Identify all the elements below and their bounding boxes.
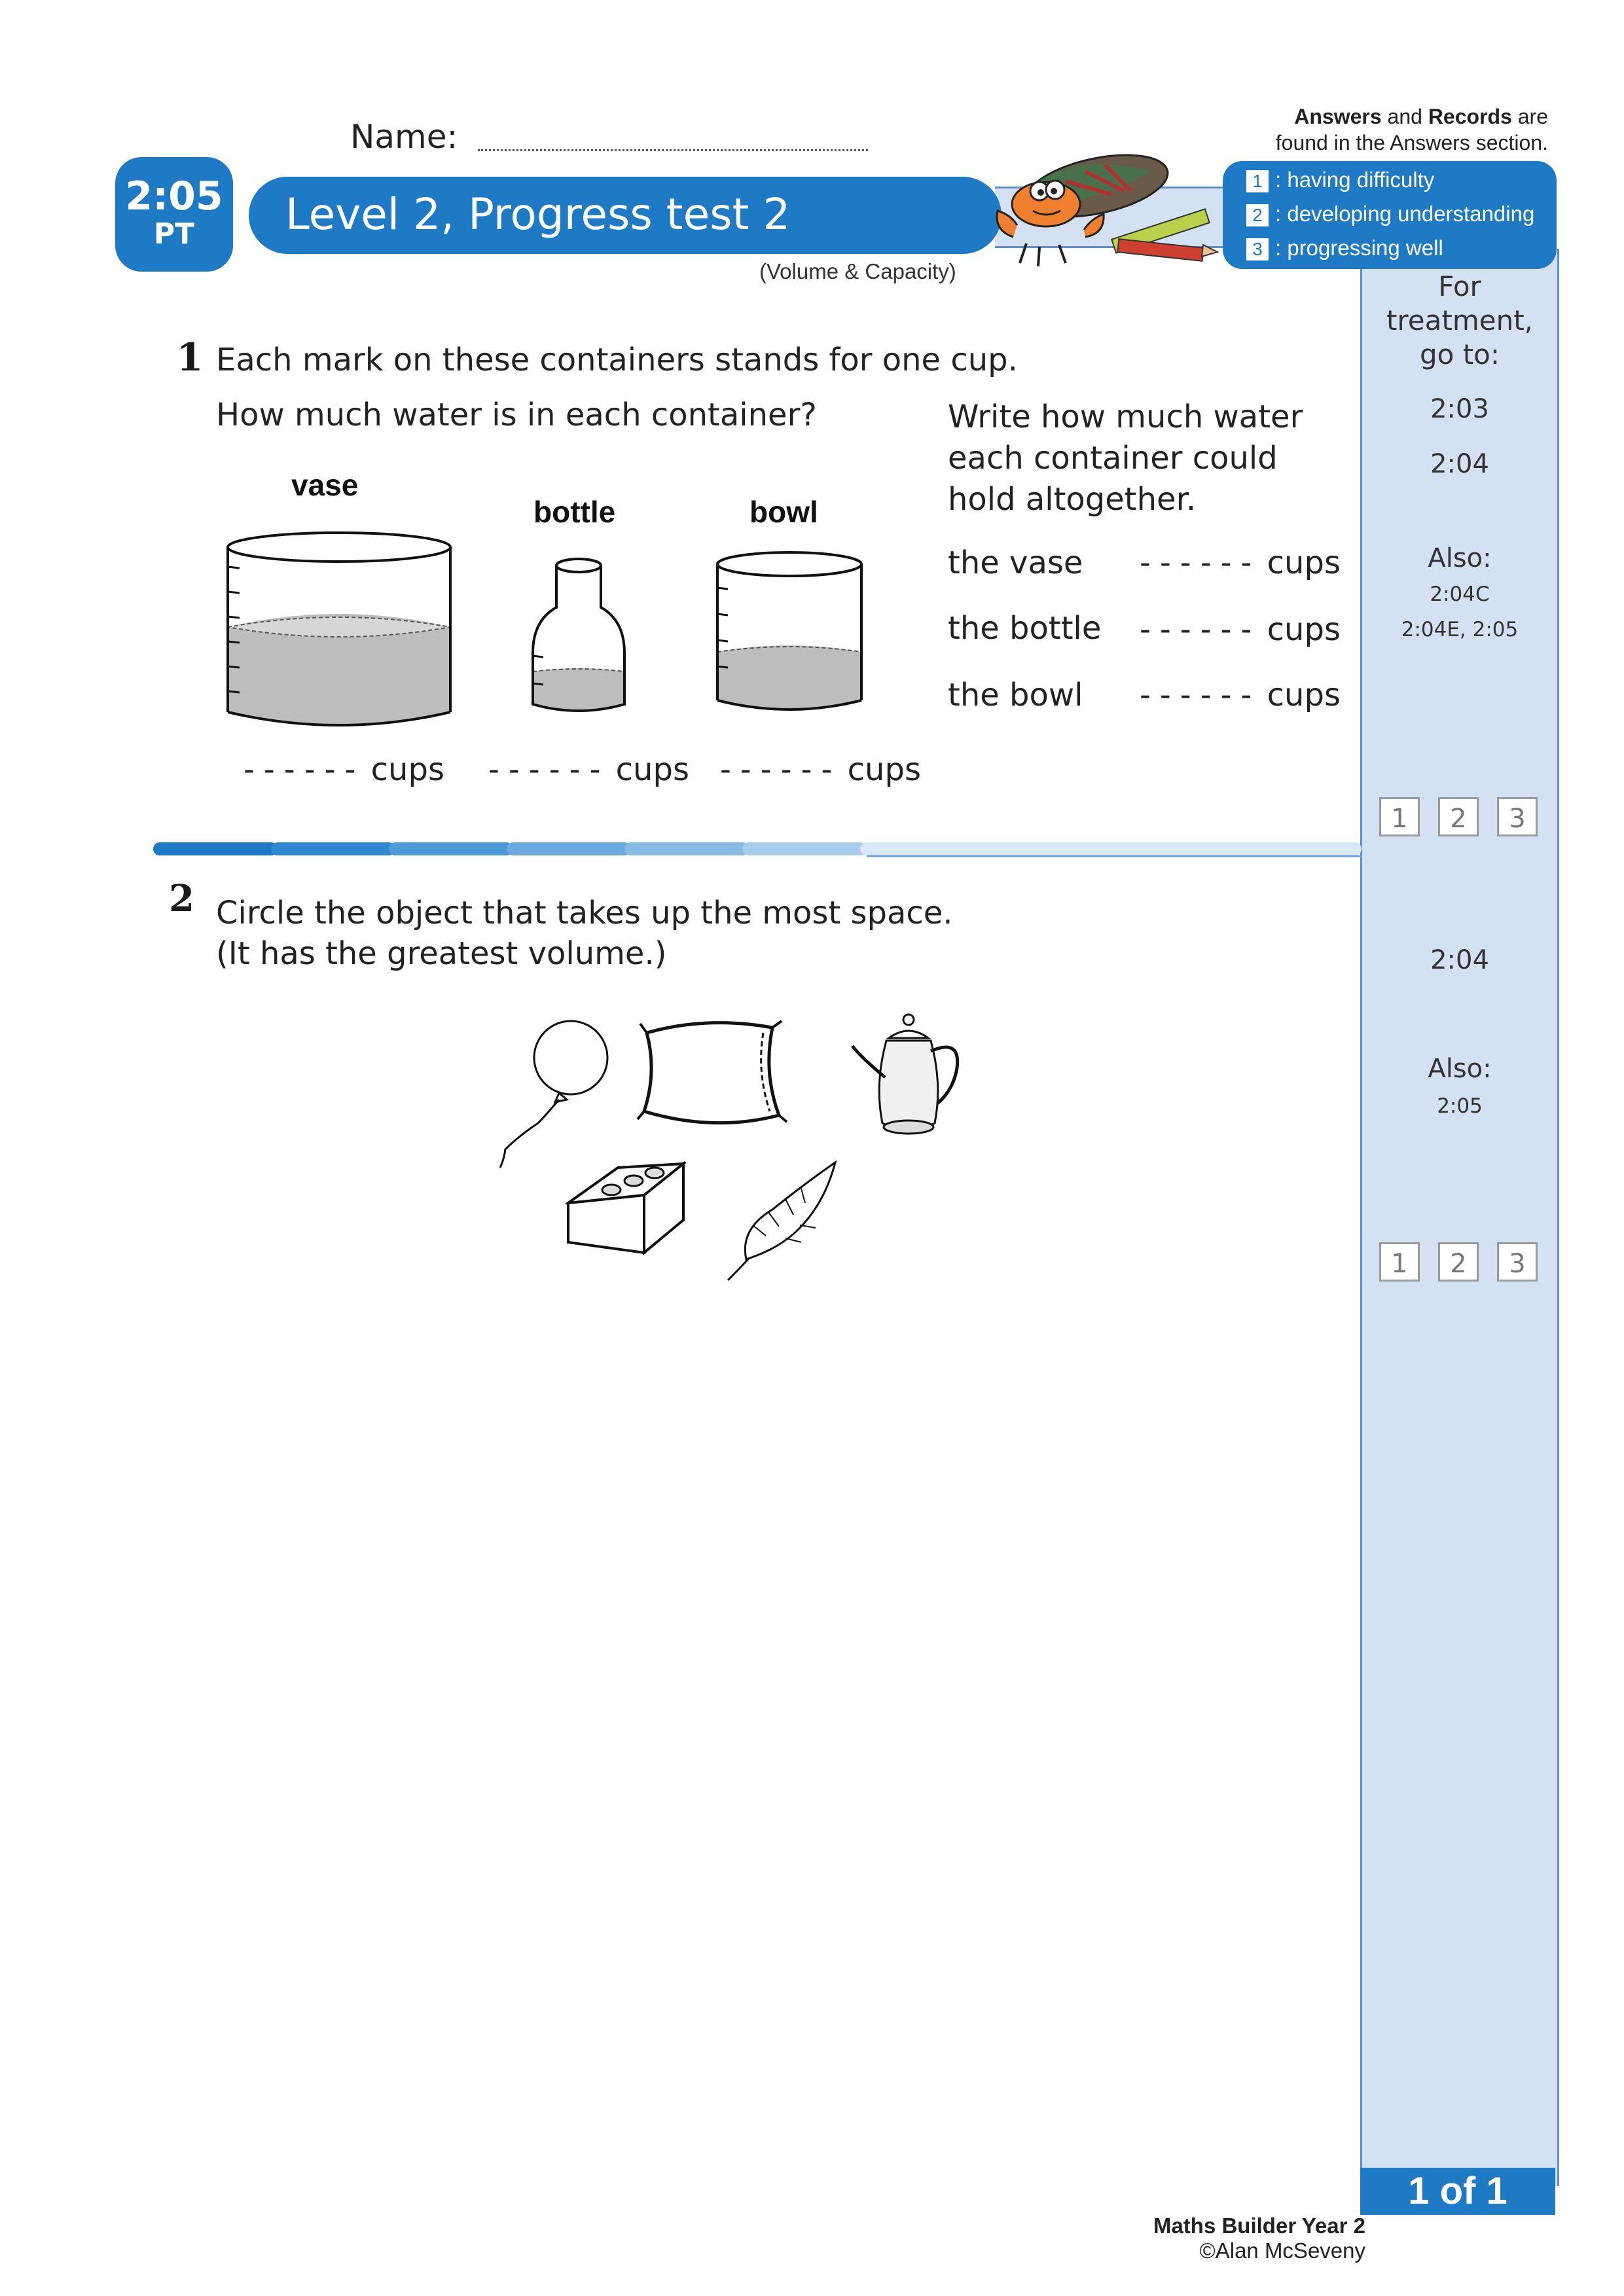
q1-ref-link[interactable]: 2:04 xyxy=(1430,449,1489,479)
bottle-container-icon xyxy=(528,555,630,719)
q1-rating-1-box[interactable]: 1 xyxy=(1379,797,1420,836)
legend-row: 2 : developing understanding xyxy=(1246,202,1534,226)
bowl-capacity-label: the bowl xyxy=(948,677,1083,713)
q1-rating-2-box[interactable]: 2 xyxy=(1438,797,1479,836)
bottle-label: bottle xyxy=(533,495,616,529)
vase-container-icon xyxy=(221,529,457,733)
name-input-line[interactable] xyxy=(478,149,868,151)
q1-also-ref[interactable]: 2:04E, 2:05 xyxy=(1401,618,1519,641)
vase-label: vase xyxy=(291,468,359,502)
bowl-container-icon xyxy=(711,550,868,721)
capacity-prompt: Write how much water each container could hold altogether. xyxy=(948,399,1303,518)
q1-question: How much water is in each container? xyxy=(216,397,817,433)
rating-legend xyxy=(1223,161,1557,269)
feather-icon[interactable] xyxy=(720,1157,844,1288)
legend-row: 1 : having difficulty xyxy=(1246,168,1434,192)
bottle-answer-field[interactable]: ------ cups xyxy=(484,751,689,788)
q1-ref-link[interactable]: 2:03 xyxy=(1430,394,1489,424)
vase-capacity-field[interactable]: ------ cups xyxy=(1136,545,1341,581)
vase-capacity-label: the vase xyxy=(948,545,1083,581)
footer-book-title: Maths Builder Year 2 xyxy=(1153,2214,1365,2238)
bowl-answer-field[interactable]: ------ cups xyxy=(716,751,921,788)
q1-rating-3-box[interactable]: 3 xyxy=(1497,797,1538,836)
q2-rating-2-box[interactable]: 2 xyxy=(1438,1242,1479,1282)
q1-number: 1 xyxy=(177,335,204,380)
section-badge xyxy=(115,157,233,272)
q2-also-label: Also: xyxy=(1428,1054,1492,1084)
badge-sub: PT xyxy=(153,217,195,251)
bottle-capacity-field[interactable]: ------ cups xyxy=(1136,611,1341,648)
bowl-capacity-field[interactable]: ------ cups xyxy=(1136,677,1341,713)
answers-note: Answers and Records are found in the Answers section. xyxy=(1275,105,1548,154)
footer-copyright: ©Alan McSeveny xyxy=(1199,2238,1365,2263)
brick-icon[interactable] xyxy=(566,1161,686,1259)
legend-row: 3 : progressing well xyxy=(1246,236,1443,260)
bottle-capacity-label: the bottle xyxy=(948,610,1102,647)
sidebar-heading-line1: For treatment, xyxy=(1386,270,1534,336)
q2-rating-1-box[interactable]: 1 xyxy=(1379,1242,1420,1282)
q2-rating-3-box[interactable]: 3 xyxy=(1497,1242,1538,1282)
balloon-icon[interactable] xyxy=(499,1018,623,1169)
crab-mascot-icon xyxy=(987,145,1229,276)
pillow-icon[interactable] xyxy=(635,1013,789,1132)
footer xyxy=(1113,2214,1365,2263)
vase-answer-field[interactable]: ------ cups xyxy=(240,751,444,788)
teapot-icon[interactable] xyxy=(848,1012,969,1143)
treatment-sidebar xyxy=(1360,249,1559,2186)
q1-instruction: Each mark on these containers stands for one cup. xyxy=(216,342,1018,378)
name-label: Name: xyxy=(350,118,458,156)
bowl-label: bowl xyxy=(749,495,818,529)
q2-number: 2 xyxy=(169,877,194,920)
badge-code: 2:05 xyxy=(125,173,223,219)
page-number-badge: 1 of 1 xyxy=(1360,2168,1555,2215)
q1-also-label: Also: xyxy=(1428,543,1492,573)
page-subtitle: (Volume & Capacity) xyxy=(759,259,956,283)
page-title: Level 2, Progress test 2 xyxy=(285,189,791,240)
section-divider xyxy=(153,839,1362,859)
sidebar-heading-line2: go to: xyxy=(1419,338,1500,370)
q2-ref-link[interactable]: 2:04 xyxy=(1430,945,1489,975)
sidebar-heading xyxy=(1362,270,1557,372)
q2-also-ref[interactable]: 2:05 xyxy=(1437,1094,1483,1118)
q1-also-ref[interactable]: 2:04C xyxy=(1430,583,1490,606)
q2-instruction: Circle the object that takes up the most space. (It has the greatest volume.) xyxy=(216,895,953,972)
